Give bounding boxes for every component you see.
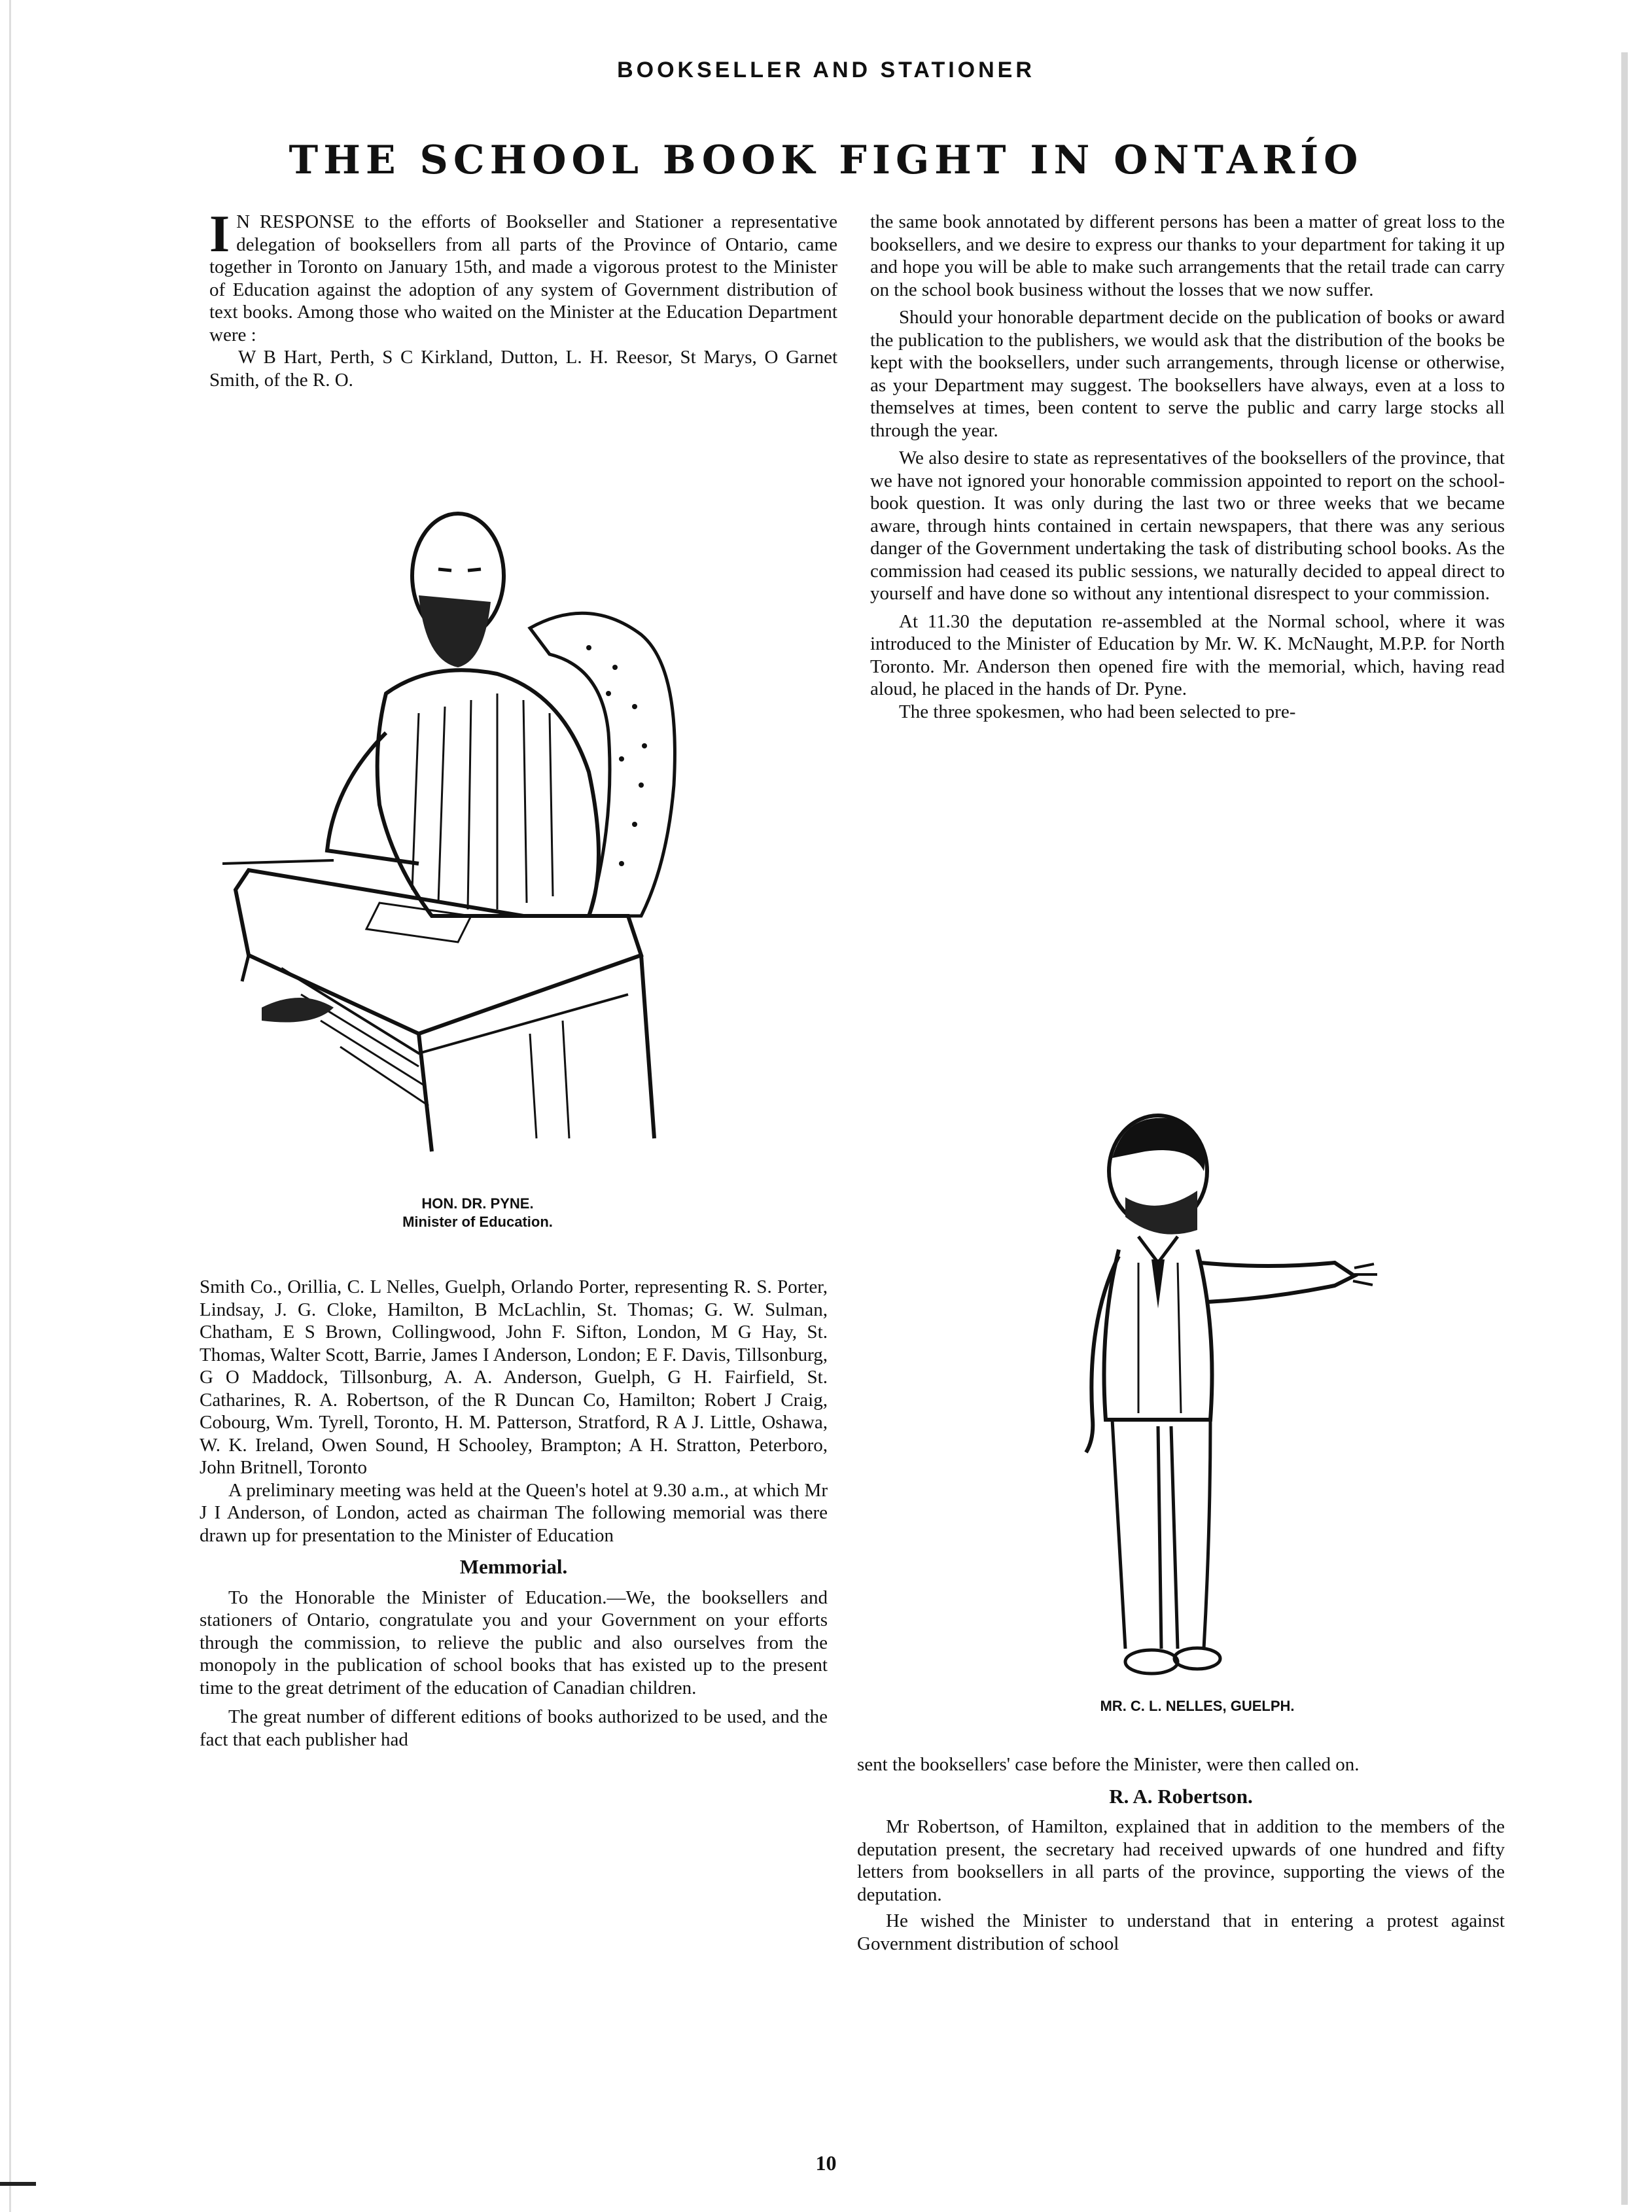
scan-mark-bottom-left [0, 2182, 36, 2186]
page-number: 10 [815, 2151, 837, 2175]
scan-edge-left [9, 0, 11, 2212]
robertson-heading: R. A. Robertson. [1109, 1784, 1253, 1808]
drop-cap: I [209, 205, 230, 263]
caption-dr-pyne: HON. DR. PYNE. Minister of Education. [402, 1195, 553, 1230]
robertson-paragraph-2: He wished the Minister to understand that in entering a protest against Government distribution of school [857, 1910, 1505, 1954]
preliminary-meeting-paragraph: A preliminary meeting was held at the Queen's hotel at 9.30 a.m., at which Mr J I Anderson, of London, acted as chairman The following memorial was there drawn up for presentation to the Minister of Education [200, 1479, 828, 1546]
memorial-continued: the same book annotated by different persons has been a matter of great loss to the booksellers, and we desire to express our thanks to your department for taking it up and hope you will be able to make such arrangements that the retail trade can carry on the school book business without the losses that we now suffer. [870, 211, 1505, 300]
deputation-paragraph: At 11.30 the deputation re-assembled at the Normal school, where it was introduced to the Minister of Education by Mr. W. K. McNaught, M.P.P. for North Toronto. Mr. Anderson then opened fire with the memorial, which, having read aloud, he placed in the hands of Dr. Pyne. [870, 610, 1505, 699]
running-header: BOOKSELLER AND STATIONER [617, 58, 1035, 82]
spokesmen-paragraph-start: The three spokesmen, who had been selected to pre- [899, 701, 1296, 722]
intro-paragraph: I N RESPONSE to the efforts of Bookseller and Stationer a representative delegation of booksellers from all parts of the Province of Ontario, came together in Toronto on January 15th, and made a vigorous protest to the Minister of Education against the adoption of any system of Government distribution of text books. Among those who waited on the Minister at the Education Department were : [209, 205, 837, 345]
memorial-heading: Memmorial. [459, 1555, 568, 1578]
left-column-intro [209, 205, 837, 391]
delegate-names-start: W B Hart, Perth, S C Kirkland, Dutton, L. H. Reesor, St Marys, O Garnet Smith, of the R. O. [209, 347, 837, 391]
caricature-c-l-nelles [1047, 1112, 1413, 1688]
memorial-paragraph-2: The great number of different editions of books authorized to be used, and the fact that each publisher had [200, 1706, 828, 1750]
memorial-distribution-paragraph: Should your honorable department decide on the publication of books or award the publication to the publishers, we would ask that the distribution of the books be kept with the booksellers, under such arrangements, through license or otherwise, as your Department may suggest. The booksellers have always, even at a loss to themselves at times, been content to serve the public and carry large stocks all through the year. [870, 307, 1505, 441]
robertson-paragraph-1: Mr Robertson, of Hamilton, explained that in addition to the members of the deputation present, the secretary had received upwards of one hundred and fifty letters from booksellers in all parts of the province, supporting the views of the deputation. [857, 1816, 1505, 1905]
scan-edge-right [1621, 52, 1628, 2205]
right-column-lower [857, 1753, 1505, 1955]
memorial-paragraph-1: To the Honorable the Minister of Education.—We, the booksellers and stationers of Ontario, congratulate you and your Government on your efforts through the commission, to relieve the public and also ourselves from the monopoly in the publication of school books that has existed up to the present time to the great detriment of the education of Canadian children. [200, 1587, 828, 1698]
delegate-names-continued: Smith Co., Orillia, C. L Nelles, Guelph, Orlando Porter, representing R. S. Porter, Lindsay, J. G. Cloke, Hamilton, B McLachlin, St. Thomas; G. W. Sulman, Chatham, E S Brown, Collingwood, John F. Sifton, London, M G Hay, St. Thomas, Walter Scott, Barrie, James I Anderson, London; E F. Davis, Tillsonburg, G O Maddock, Tillsonburg, A. A. Anderson, Guelph, G H. Fairfield, St. Catharines, R. A. Robertson, of the R Duncan Co, Hamilton; Robert J Craig, Cobourg, Wm. Tyrell, Toronto, H. M. Patterson, Stratford, R A J. Little, Oshawa, W. K. Ireland, Owen Sound, H Schooley, Brampton; A H. Stratton, Peterboro, John Britnell, Toronto [200, 1276, 828, 1478]
memorial-commission-paragraph: We also desire to state as representatives of the booksellers of the province, that we have not ignored your honorable commission appointed to report on the school-book question. It was only during the last two or three weeks that we became aware, through hints contained in certain newspapers, that there was any serious danger of the Government undertaking the task of distributing school books. As the commission had ceased its public sessions, we naturally decided to appeal direct to yourself and have done so without any intentional disrespect to your commission. [870, 448, 1505, 604]
portrait-dr-pyne [222, 497, 759, 1178]
spokesmen-paragraph-end: sent the booksellers' case before the Minister, were then called on. [857, 1754, 1360, 1775]
left-column-lower [200, 1276, 828, 1751]
right-column-upper [870, 211, 1505, 723]
article-title: THE SCHOOL BOOK FIGHT IN ONTARÍO [289, 137, 1363, 183]
caption-c-l-nelles: MR. C. L. NELLES, GUELPH. [1100, 1698, 1295, 1714]
